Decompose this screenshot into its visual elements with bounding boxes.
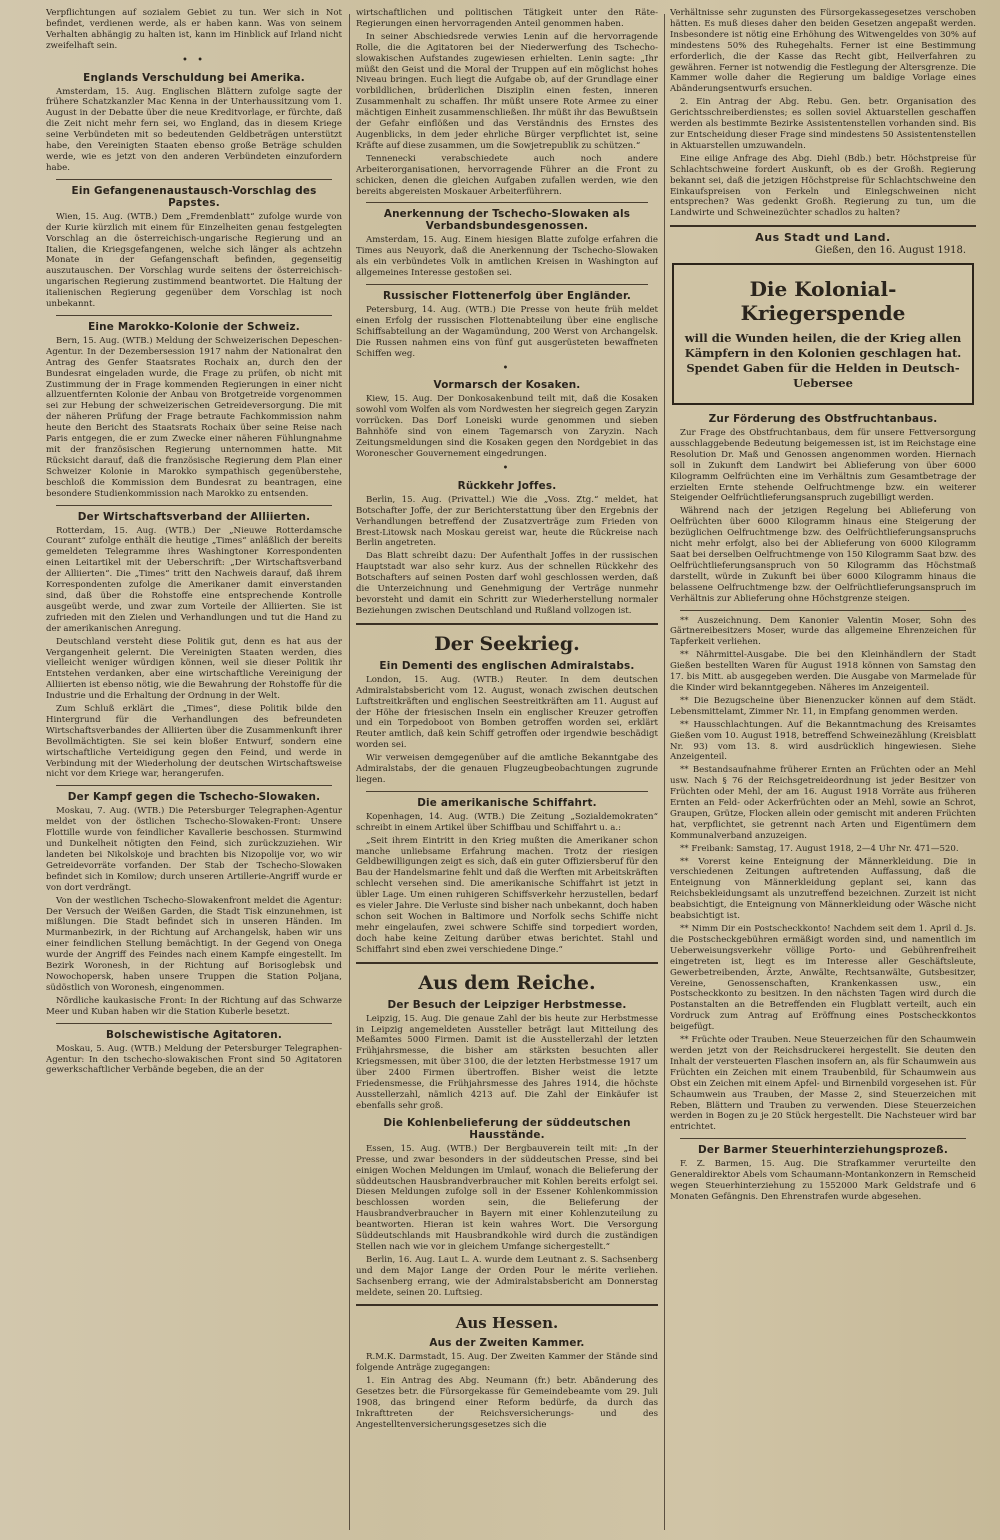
dateline: Gießen, den 16. August 1918. <box>815 245 966 257</box>
column-rule-left <box>349 14 350 1530</box>
article-text: Rotterdam, 15. Aug. (WTB.) Der „Nieuwe Rotterdamsche Courant“ zufolge enthält die heutige „Times“ anläßlich der bereits gemeldeten Telegramme ihres Washingtoner Korrespondenten einen Leitartikel mit der Ueberschrift: „Der Wirtschaftsverband der Alliierten“. Die „Times“ tritt den Nachweis darauf, daß ihrem Korrespondenten zufolge die Amerikaner damit einverstanden sind, daß über die Rohstoffe eine entsprechende Kontrolle ausgeübt werde, und zwar zum Vorteile der Alliierten. Sie ist zufrieden mit den Zielen und Verhandlungen und tut die Hand zu der amerikanischen Anregung. <box>46 525 342 634</box>
section-rule <box>356 623 658 625</box>
article-text: London, 15. Aug. (WTB.) Reuter. In dem deutschen Admiralstabsbericht vom 12. August, wonach zwischen deutschen Luftstreitkräften und englischen Seestreitkräften am 11. August auf der Höhe der friesischen Inseln ein englischer Kreuzer getroffen und ein Torpedoboot von Bomben getroffen worden sei, erklärt Reuter amtlich, daß kein Schiff getroffen oder irgendwie beschädigt worden sei. <box>356 674 658 751</box>
column-3 <box>670 8 976 1533</box>
local-news-item: ** Die Bezugscheine über Bienenzucker können auf dem Städt. Lebensmittelamt, Zimmer Nr. 11, in Empfang genommen werden. <box>670 695 976 717</box>
article-text: Nördliche kaukasische Front: In der Richtung auf das Schwarze Meer und Kuban haben wir die Station Kuberle besetzt. <box>46 995 342 1017</box>
article-text: Während nach der jetzigen Regelung bei Ablieferung von Oelfrüchten über 6000 Kilogramm hinaus eine Steigerung der bezüglichen Oelfruchtmenge bzw. des Oelfrüchtlieferungsanspruchs nicht mehr erfolgt, also bei der Ablieferung von 6000 Kilogramm Saat bei derselben Oelfruchtmenge von 150 Kilogramm Saat bzw. des Oelfrüchtlieferungsanspruch von 50 Kilogramm das Höchstmaß darstellt, würde in Zukunft bei über 6000 Kilogramm hinaus die belassene Oelfruchtmenge bzw. der Oelfrüchtlieferungsanspruch im Verhältnis zur Ablieferung ohne Höchstgrenze steigen. <box>670 506 976 604</box>
article-text: Berlin, 15. Aug. (Privattel.) Wie die „Voss. Ztg.“ meldet, hat Botschafter Joffe, der zur Berichterstattung über den Ergebnis der Verhandlungen betreffend der Zusatzverträge zum Frieden von Brest-Litowsk nach Moskau gereist war, heute die Rückreise nach Berlin angetreten. <box>356 494 658 549</box>
section-rule <box>670 225 976 227</box>
local-news-item: ** Hausschlachtungen. Auf die Bekanntmachung des Kreisamtes Gießen vom 10. August 1918, betreffend Schweinezählung (Kreisblatt Nr. 93) vom 13. 8. wird ausdrücklich hingewiesen. Siehe Anzeigenteil. <box>670 719 976 763</box>
article-text: Tennenecki verabschiedete auch noch andere Arbeiterorganisationen, hervorragende Führer an die Front zu schicken, denen die gleichen Aufgaben zufallen werden, wie den bereits abgereisten Moskauer Arbeiterführern. <box>356 153 658 197</box>
separator-line <box>366 791 648 792</box>
article-text: Moskau, 7. Aug. (WTB.) Die Petersburger Telegraphen-Agentur meldet von der östlichen Tschecho-Slowaken-Front: Unsere Flottille wurde von feindlicher Kavallerie beschossen. Sturmwind und Dunkelheit nötigten den Feind, sich zurückzuziehen. Wir landeten bei Nikolskoje und brachten bis Nizopolije vor, wo wir Getreidevorräte vorfanden. Der Stab der Tschecho-Slowaken befindet sich in Komilow; durch unseren Artillerie-Angriff wurde er von dort verdrängt. <box>46 806 342 893</box>
article-text: Von der westlichen Tschecho-Slowakenfront meldet die Agentur: Der Versuch der Weißen Garden, die Stadt Tisk einzunehmen, ist mißlungen. Die Stadt befindet sich in unseren Händen. Im Murmanbezirk, in der Richtung auf Archangelsk, haben wir uns einer feindlichen Stellung bemächtigt. In der Gegend von Onega wurde der Angriff des Feindes nach einem Kampfe eingestellt. Im Bezirk Woronesh, in der Richtung auf Borisoglebsk und Nowochopersk, haben unsere Truppen die Station Poljana, südöstlich von Woronesh, eingenommen. <box>46 895 342 993</box>
headline-marokko-kolonie: Eine Marokko-Kolonie der Schweiz. <box>88 320 300 333</box>
article-text: 1. Ein Antrag des Abg. Neumann (fr.) betr. Abänderung des Gesetzes betr. die Fürsorgekasse für Gemeindebeamte vom 29. Juli 1908, das bringend einer Reform bedürfe, da durch das Inkrafttreten der Reichsversicherungs- und des Angestelltenversicherungsgesetzes sich die <box>356 1376 658 1430</box>
article-text: Zur Frage des Obstfruchtanbaus, dem für unsere Fettversorgung ausschlaggebende Bedeutung beigemessen ist, ist im Reichstage eine Resolution Dr. Maß und Genossen angenommen worden. Hiernach soll in Zukunft dem Landwirt bei Ablieferung von über 6000 Kilogramm Oelfrüchten eine im Verhältnis zum Gesamtbetrage der erzielten Ernte stehende Oelfruchtmenge bzw. ein weiterer Steigender Oelfrüchtlieferungsanspruch zugebilligt werden. <box>670 428 976 504</box>
headline-anerkennung: Anerkennung der Tschecho-Slowaken als Verbandsbundesgenossen. <box>383 208 631 233</box>
separator-line <box>366 202 648 203</box>
article-text: „Seit ihrem Eintritt in den Krieg mußten die Amerikaner schon manche unliebsame Erfahrung machen. Trotz der riesigen Geldbewilligungen zeigt es sich, daß ein guter Offiziersberuf für den Bau der Handelsmarine fehlt und daß die Werften mit Arbeitskräften schlecht versehen sind. Die amerikanische Schiffahrt ist jetzt in übler Lage. Um einen ruhigeren Schiffsverkehr herzustellen, bedarf es vieler Jahre. Die Verluste sind bisher nach unbekannt, doch haben schon seit Wochen in Baltimore und Norfolk sechs Schiffe nicht mehr eingelaufen, zwei schwere Schiffe sind torpediert worden, doch habe keine Zeitung darüber etwas berichtet. Stahl und Schiffahrt sind eben zwei verschiedene Dinge.“ <box>356 835 658 955</box>
article-text: Kopenhagen, 14. Aug. (WTB.) Die Zeitung „Sozialdemokraten“ schreibt in einem Artikel über Schiffbau und Schiffahrt u. a.: <box>356 811 658 833</box>
article-text: Amsterdam, 15. Aug. Englischen Blättern zufolge sagte der frühere Schatzkanzler Mac Kenna in der Unterhaussitzung vom 1. August in der Debatte über die neue Kreditvorlage, er fürchte, daß die Zeit nicht mehr fern sei, wo England, das in diesem Kriege seine Verbündeten mit so bedeutenden Geldbeträgen unterstützt habe, den Vereinigten Staaten ebenso große Beträge schulden werde, wie es jetzt von den anderen Verbündeten einzufordern habe. <box>46 86 342 173</box>
article-text: Wien, 15. Aug. (WTB.) Dem „Fremdenblatt“ zufolge wurde von der Kurie kürzlich mit einem für Einzelheiten genau festgelegten Vorschlag an die österreichisch-ungarische Regierung und an Italien, die Kriegsgefangenen, welche sich länger als achtzehn Monate in der Gefangenschaft befinden, gegenseitig auszutauschen. Der Vorschlag wurde seitens der österreichisch-ungarischen Regierung zustimmend beantwortet. Die Haltung der italienischen Regierung gegenüber dem Vorschlag ist noch unbekannt. <box>46 211 342 310</box>
headline-kampf-tschecho-slowaken: Der Kampf gegen die Tschecho-Slowaken. <box>67 791 321 804</box>
article-continuation: wirtschaftlichen und politischen Tätigkeit unter den Räte-Regierungen einen hervorragenden Anteil genommen haben. <box>356 8 658 29</box>
separator-line <box>366 284 648 285</box>
section-rule <box>356 962 658 964</box>
separator-dots: • <box>502 462 512 474</box>
article-text: Zum Schluß erklärt die „Times“, diese Politik bilde den Hintergrund für die Verhandlungen des befreundeten Wirtschaftsverbandes der Alliierten über die Zusammenkunft ihrer Bevollmächtigten. Sie sei kein bloßer Entwurf, sondern eine wirtschaftliche Verteidigung gegen den Feind, und werde in Verbindung mit der Wiederholung der deutschen Wirtschaftsweise nicht vor dem Kriege war, herangerufen. <box>46 704 342 780</box>
separator-line <box>56 315 332 316</box>
article-text: F. Z. Barmen, 15. Aug. Die Strafkammer verurteilte den Generaldirektor Abels vom Schaumann-Montankonzern in Remscheid wegen Steuerhinterziehung zu 1552000 Mark Geldstrafe und 6 Monaten Gefängnis. Den Ehrenstrafen wurde abgesehen. <box>670 1159 976 1202</box>
headline-oelfruchtanbau: Zur Förderung des Obstfruchtanbaus. <box>708 413 938 426</box>
headline-kohlenbelieferung: Die Kohlenbelieferung der süddeutschen Hausstände. <box>383 1116 631 1141</box>
headline-gefangenenaustausch: Ein Gefangenenaustausch-Vorschlag des Papstes. <box>71 184 317 209</box>
column-rule-right <box>664 14 665 1530</box>
advertisement-kolonial-kriegerspende <box>672 263 974 405</box>
article-text: Deutschland versteht diese Politik gut, denn es hat aus der Vergangenheit gelernt. Die Vereinigten Staaten werden, dies vielleicht weniger würdigen können, weil sie dieser Politik ihr Entstehen verdanken, aber eine wirtschaftliche Vereinigung der Alliierten ist ebenso nötig, wie die Bewahrung der Rohstoffe für die Industrie und die Erhaltung der Ordnung in der Welt. <box>46 636 342 702</box>
separator-line <box>56 179 332 180</box>
section-title-aus-dem-reiche: Aus dem Reiche. <box>418 971 596 994</box>
advertisement-body: will die Wunden heilen, die der Krieg allen Kämpfern in den Kolonien geschlagen hat. Spendet Gaben für die Helden in Deutsch-Uebersee <box>684 331 962 391</box>
section-banner-stadt-und-land: Aus Stadt und Land. <box>755 231 891 245</box>
headline-herbstmesse: Der Besuch der Leipziger Herbstmesse. <box>387 998 627 1011</box>
local-news-item: ** Früchte oder Trauben. Neue Steuerzeichen für den Schaumwein werden jetzt von der Reichsdruckerei hergestellt. Sie deuten den Inhalt der versteuerten Flaschen insofern an, als für Schaumwein aus Früchten ein Zeichen mit einem Traubenbild, für Schaumwein aus Obst ein Zeichen mit einem Apfel- und Birnenbild vorgesehen ist. Für Schaumwein aus Trauben, der Masse 2, sind Steuerzeichen mit Reben, Blättern und Trauben zu verwenden. Diese Steuerzeichen werden in Bogen zu je 20 Stück hergestellt. Die Nachsteuer wird bar entrichtet. <box>670 1035 976 1133</box>
article-text: Kiew, 15. Aug. Der Donkosakenbund teilt mit, daß die Kosaken sowohl vom Wolfen als vom Nordwesten her siegreich gegen Zaryzin vorrücken. Das Dorf Loneiski wurde genommen und sieben Bahnhöfe sind von einem Tagemarsch von Zaryzin. Nach Zeitungsmeldungen sind die Kosaken gegen den Nordgebiet in das Woronescher Gouvernement eingedrungen. <box>356 394 658 459</box>
local-news-item: ** Nimm Dir ein Postscheckkonto! Nachdem seit dem 1. April d. Js. die Postscheckgebühren ermäßigt worden sind, und namentlich im Ueberweisungsverkehr völlige Porto- und Gebührenfreiheit eingetreten ist, liegt es im Interesse aller Geschäftsleute, Gewerbetreibenden, Ärzte, Anwälte, Rechtsanwälte, Gutsbesitzer, Vereine, Genossenschaften, Krankenkassen usw., ein Postscheckkonto zu besitzen. In den nächsten Tagen wird durch die Postanstalten an die Betreffenden ein Flugblatt verteilt, auch ein Vordruck zum Antrag auf Eröffnung eines Postscheckkontos beigefügt. <box>670 924 976 1033</box>
headline-barmer-prozess: Der Barmer Steuerhinterziehungsprozeß. <box>698 1144 948 1157</box>
local-news-item: ** Bestandsaufnahme früherer Ernten an Früchten oder an Mehl usw. Nach § 76 der Reichsgetreideordnung ist jeder Besitzer von Früchten oder Mehl, der am 16. August 1918 Vorräte aus früheren Ernten an Feld- oder Ackerfrüchten oder an Mehl, sowie an Schrot, Graupen, Grütze, Flocken allein oder gemischt mit anderen Früchten hat, verpflichtet, sie getrennt nach Arten und Eigentümern dem Kommunalverband anzuzeigen. <box>670 765 976 841</box>
separator-line <box>56 1023 332 1024</box>
local-news-item: ** Auszeichnung. Dem Kanonier Valentin Moser, Sohn des Gärtnereibesitzers Moser, wurde das allgemeine Ehrenzeichen für Tapferkeit verliehen. <box>670 615 976 648</box>
separator-line <box>680 1138 966 1139</box>
separator-line <box>56 505 332 506</box>
article-text: Bern, 15. Aug. (WTB.) Meldung der Schweizerischen Depeschen-Agentur. In der Dezembersession 1917 nahm der Nationalrat den Antrag des Genfer Staatsrates Rochaix an, durch den der Bundesrat eingeladen wurde, die Frage zu prüfen, ob nicht mit Zustimmung der in Frage kommenden Regierungen in einer nicht allzuentfernten Kolonie der Anbau von Brotgetreide vorgenommen sei zur Hebung der schweizerischen Getreideversorgung. Die mit der näheren Prüfung der Frage betraute Fachkommission nahm heute den Bericht des Staatsrats Rochaix über seine Reise nach Paris entgegen, die er zum Zwecke einer näheren Fühlungnahme mit der französischen Regierung unternommen hatte. Mit Rücksicht darauf, daß die französische Regierung dem Plan einer Schweizer Kolonie in Marokko sympathisch gegenüberstehe, beschloß die Kommission dem Bundesrat zu beantragen, eine besondere Studienkommission nach Marokko zu entsenden. <box>46 335 342 499</box>
article-text: Wir verweisen demgegenüber auf die amtliche Bekanntgabe des Admiralstabs, der die genauen Flugzeugbeobachtungen zugrunde liegen. <box>356 753 658 785</box>
local-news-item: ** Vorerst keine Enteignung der Männerkleidung. Die in verschiedenen Zeitungen auftretenden Auffassung, daß die Enteignung von Männerkleidung geplant sei, kann das Reichsbekleidungsamt als unzutreffend bezeichnen. Zurzeit ist nicht beabsichtigt, die Enteignung von Männerkleidung oder Wäsche nicht beabsichtigt ist. <box>670 856 976 922</box>
headline-flottenerfolg: Russischer Flottenerfolg über Engländer. <box>382 290 632 303</box>
separator-dots: • <box>502 362 512 374</box>
article-text: Essen, 15. Aug. (WTB.) Der Bergbauverein teilt mit: „In der Presse, und zwar besonders in der süddeutschen Presse, sind bei einigen Wochen Meldungen im Umlauf, wonach die Belieferung der süddeutschen Hausbrandverbraucher mit Kohlen bereits erfolgt sei. Diesen Meldungen zufolge soll in der Essener Kohlenkommission beschlossen worden sein, die Belieferung der Hausbrandverbraucher in Bayern mit einer Kohlenzuteilung zu beantworten. Hieran ist kein wahres Wort. Die Versorgung Süddeutschlands mit Hausbrandkohle wird durch die zuständigen Stellen nach wie vor in gleichem Umfange sichergestellt.“ <box>356 1143 658 1252</box>
headline-rueckkehr-joffes: Rückkehr Joffes. <box>457 479 557 492</box>
section-title-seekrieg: Der Seekrieg. <box>434 632 580 655</box>
column-2 <box>356 8 658 1533</box>
local-news-item: ** Freibank: Samstag, 17. August 1918, 2—4 Uhr Nr. 471—520. <box>680 843 959 854</box>
advertisement-title: Die Kolonial-Kriegerspende <box>740 277 906 326</box>
separator-line <box>680 610 966 611</box>
article-text: 2. Ein Antrag der Abg. Rebu. Gen. betr. Organisation des Gerichtsschreiberdienstes; es sollen soviel Aktuarstellen geschaffen werden als bestimmte Bezirke Assistentenstellen vorhanden sind. Bis zur Entscheidung dieser Frage sind mindestens 50 Assistentenstellen in Aktuarstellen umzuwandeln. <box>670 97 976 151</box>
article-text: Moskau, 5. Aug. (WTB.) Meldung der Petersburger Telegraphen-Agentur: In den tschecho-slowakischen Front sind 50 Agitatoren gewerkschaftlicher Verbände begeben, die an der <box>46 1043 342 1076</box>
article-text: Berlin, 16. Aug. Laut L. A. wurde dem Leutnant z. S. Sachsenberg und dem Major Lange der Orden Pour le mérite verliehen. Sachsenberg errang, wie der Admiralstabsbericht am Donnerstag meldete, seinen 20. Luftsieg. <box>356 1254 658 1298</box>
article-text: In seiner Abschiedsrede verwies Lenin auf die hervorragende Rolle, die die Agitatoren bei der Niederwerfung des Tschecho-slowakischen Aufstandes zugewiesen erhielten. Lenin sagte: „Ihr müßt den Geist und die Moral der Truppen auf ein möglichst hohes Niveau bringen. Euch liegt die Aufgabe ob, auf der Grundlage einer vorbildlichen, brüderlichen Disziplin einen festen, inneren Zusammenhalt zu schaffen. Ihr müßt unsere Rote Armee zu einer mächtigen Einheit zusammenschließen. Ihr müßt ihr das Bewußtsein der Gefahr einflößen und das Verständnis des Ernstes des Augenblicks, in dem jeder ehrliche Bürger verpflichtet ist, seine Kräfte auf diese zusammen, um die Sowjetrepublik zu schützen.“ <box>356 31 658 151</box>
separator-dots: • • <box>182 54 206 66</box>
article-text: R.M.K. Darmstadt, 15. Aug. Der Zweiten Kammer der Stände sind folgende Anträge zugegangen: <box>356 1352 658 1374</box>
headline-englands-verschuldung: Englands Verschuldung bei Amerika. <box>83 71 305 84</box>
headline-agitatoren: Bolschewistische Agitatoren. <box>106 1028 282 1041</box>
headline-kosaken: Vormarsch der Kosaken. <box>433 379 581 392</box>
column-1 <box>46 8 342 1533</box>
local-news-item: ** Nährmittel-Ausgabe. Die bei den Kleinhändlern der Stadt Gießen bestellten Waren für August 1918 können von Samstag den 17. bis Mitt. ab ausgegeben werden. Die Ausgabe von Marmelade für die Kinder wird bekanntgegeben. Näheres im Anzeigenteil. <box>670 650 976 693</box>
article-text: Petersburg, 14. Aug. (WTB.) Die Presse von heute früh meldet einen Erfolg der russischen Flottenabteilung über eine englische Schiffsabteilung an der Wagamündung, 200 Werst von Archangelsk. Die Russen nahmen eins von fünf gut ausgerüsteten bewaffneten Schiffen weg. <box>356 305 658 359</box>
section-rule <box>356 1304 658 1306</box>
article-text: Das Blatt schreibt dazu: Der Aufenthalt Joffes in der russischen Hauptstadt war also sehr kurz. Aus der schnellen Rückkehr des Botschafters auf seinen Posten darf wohl geschlossen werden, daß die Unterzeichnung und Genehmigung der Verträge nunmehr bevorsteht und damit ein Schritt zur Wiederherstellung normaler Beziehungen zwischen Deutschland und Rußland vollzogen ist. <box>356 551 658 616</box>
article-text: Eine eilige Anfrage des Abg. Diehl (Bdb.) betr. Höchstpreise für Schlachtschweine fordert Auskunft, ob es der Großh. Regierung bekannt sei, daß die jetzigen Höchstpreise für Schlachtschweine den Einkaufspreisen von Ferkeln und Einlegschweinen nicht entsprechen? Was gedenkt Großh. Regierung zu tun, um die Landwirte und Schweinezüchter schadlos zu halten? <box>670 153 976 219</box>
article-text: Amsterdam, 15. Aug. Einem hiesigen Blatte zufolge erfahren die Times aus Neuyork, daß die Anerkennung der Tschecho-Slowaken als ein verbündetes Volk in amtlichen Kreisen in Washington auf allgemeines Interesse gestoßen sei. <box>356 235 658 279</box>
headline-schiffahrt: Die amerikanische Schiffahrt. <box>417 796 597 809</box>
article-text: Leipzig, 15. Aug. Die genaue Zahl der bis heute zur Herbstmesse in Leipzig angemeldeten Aussteller beträgt laut Mitteilung des Meßamtes 5000 Firmen. Damit ist die Ausstellerzahl der letzten Frühjahrsmesse, die bisher am stärksten besuchten aller Kriegsmessen, mit über 3100, die der letzten Herbstmesse 1917 um über 2400 Firmen übertroffen. Bisher weist die letzte Friedensmesse, die Frühjahrsmesse des Jahres 1914, die höchste Ausstellerzahl, nämlich 4213 auf. Die Zahl der Einkäufer ist ebenfalls sehr groß. <box>356 1013 658 1111</box>
headline-wirtschaftsverband: Der Wirtschaftsverband der Alliierten. <box>77 510 311 523</box>
headline-dementi: Ein Dementi des englischen Admiralstabs. <box>379 659 635 672</box>
headline-zweite-kammer: Aus der Zweiten Kammer. <box>429 1337 585 1350</box>
article-continuation: Verpflichtungen auf sozialem Gebiet zu tun. Wer sich in Not befindet, verdienen werde, als er haben kann. Was von seinem Verhalten abhängig zu halten ist, kann im Hinblick auf Irland nicht zweifelhaft sein. <box>46 8 342 51</box>
article-continuation: Verhältnisse sehr zugunsten des Fürsorgekassegesetzes verschoben hätten. Es muß dieses daher den beiden Gesetzen angepaßt werden. Insbesondere ist nötig eine Erhöhung des Witwengeldes von 30% auf mindestens 50% des Ruhegehalts. Ferner ist eine Bestimmung erforderlich, die der Kasse das Recht gibt, Heilverfahren zu gewähren. Ferner ist notwendig die Festlegung der Altersgrenze. Die Kammer wolle daher die Regierung um baldige Vorlage eines Abänderungsentwurfs ersuchen. <box>670 8 976 95</box>
section-title-aus-hessen: Aus Hessen. <box>455 1314 559 1333</box>
separator-line <box>56 785 332 786</box>
